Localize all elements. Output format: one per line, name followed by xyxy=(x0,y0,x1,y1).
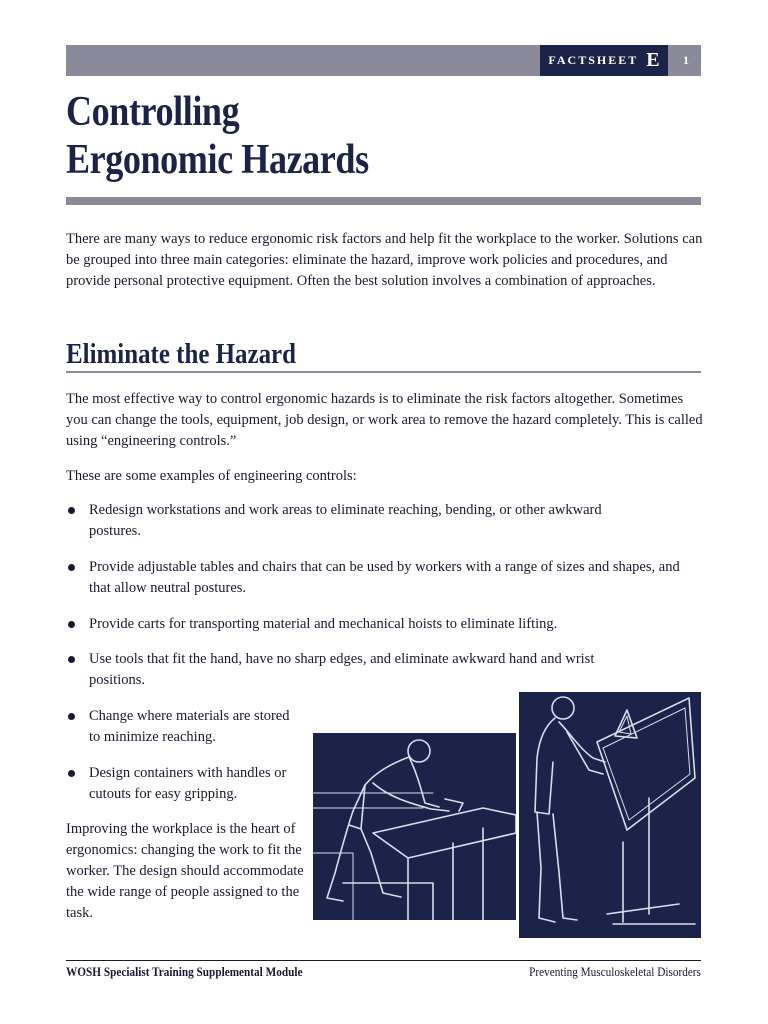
section-paragraph-2: These are some examples of engineering controls: xyxy=(66,468,357,484)
bullet-dot-icon xyxy=(68,621,75,628)
drafting-table-illustration xyxy=(519,692,701,938)
bullet-item xyxy=(66,649,629,691)
bullet-dot-icon xyxy=(68,507,75,514)
bullet-item xyxy=(66,706,304,748)
section-paragraph-3: Improving the workplace is the heart of ergonomics: changing the work to fit the worker. The design should accommodate the wide range of people assigned to the task. xyxy=(66,821,304,921)
bullet-text: Change where materials are stored to minimize reaching. xyxy=(89,708,290,745)
section-divider xyxy=(66,371,701,373)
bullet-item xyxy=(66,614,689,635)
page-title xyxy=(66,88,369,184)
bullet-text: Provide carts for transporting material and mechanical hoists to eliminate lifting. xyxy=(89,616,558,632)
factsheet-badge xyxy=(540,45,668,76)
title-line-2: Ergonomic Hazards xyxy=(66,137,369,183)
bullet-dot-icon xyxy=(68,713,75,720)
bullet-text: Redesign workstations and work areas to eliminate reaching, bending, or other awkward postures. xyxy=(89,502,602,539)
factsheet-label: FACTSHEET xyxy=(548,53,639,67)
bullet-item xyxy=(66,500,619,542)
bullet-item xyxy=(66,557,689,599)
bullet-text: Provide adjustable tables and chairs that can be used by workers with a range of sizes and shapes, and that allow neutral postures. xyxy=(89,559,680,596)
title-divider xyxy=(66,197,701,205)
bullet-dot-icon xyxy=(68,564,75,571)
section-paragraph-1: The most effective way to control ergonomic hazards is to eliminate the risk factors altogether. Sometimes you can change the tools, equipment, job design, or work area to remove the hazard completely. This is called using “engineering controls.” xyxy=(66,391,703,449)
footer-module-title: WOSH Specialist Training Supplemental Module xyxy=(66,965,303,979)
page-number: 1 xyxy=(683,53,689,67)
section-heading: Eliminate the Hazard xyxy=(66,338,296,370)
title-line-1: Controlling xyxy=(66,89,240,135)
bullet-text: Design containers with handles or cutouts for easy gripping. xyxy=(89,765,287,802)
footer-document-title: Preventing Musculoskeletal Disorders xyxy=(529,965,701,979)
factsheet-letter: E xyxy=(646,49,660,71)
bullet-dot-icon xyxy=(68,770,75,777)
bullet-dot-icon xyxy=(68,656,75,663)
footer-divider xyxy=(66,960,701,961)
bullet-text: Use tools that fit the hand, have no sharp edges, and eliminate awkward hand and wrist positions. xyxy=(89,651,595,688)
intro-paragraph: There are many ways to reduce ergonomic risk factors and help fit the workplace to the worker. Solutions can be grouped into three main categories: eliminate the hazard, improve work policies and procedures, and provide personal protective equipment. Often the best solution involves a combination of approaches. xyxy=(66,231,703,289)
bullet-item xyxy=(66,763,304,805)
workbench-worker-illustration xyxy=(313,733,516,920)
